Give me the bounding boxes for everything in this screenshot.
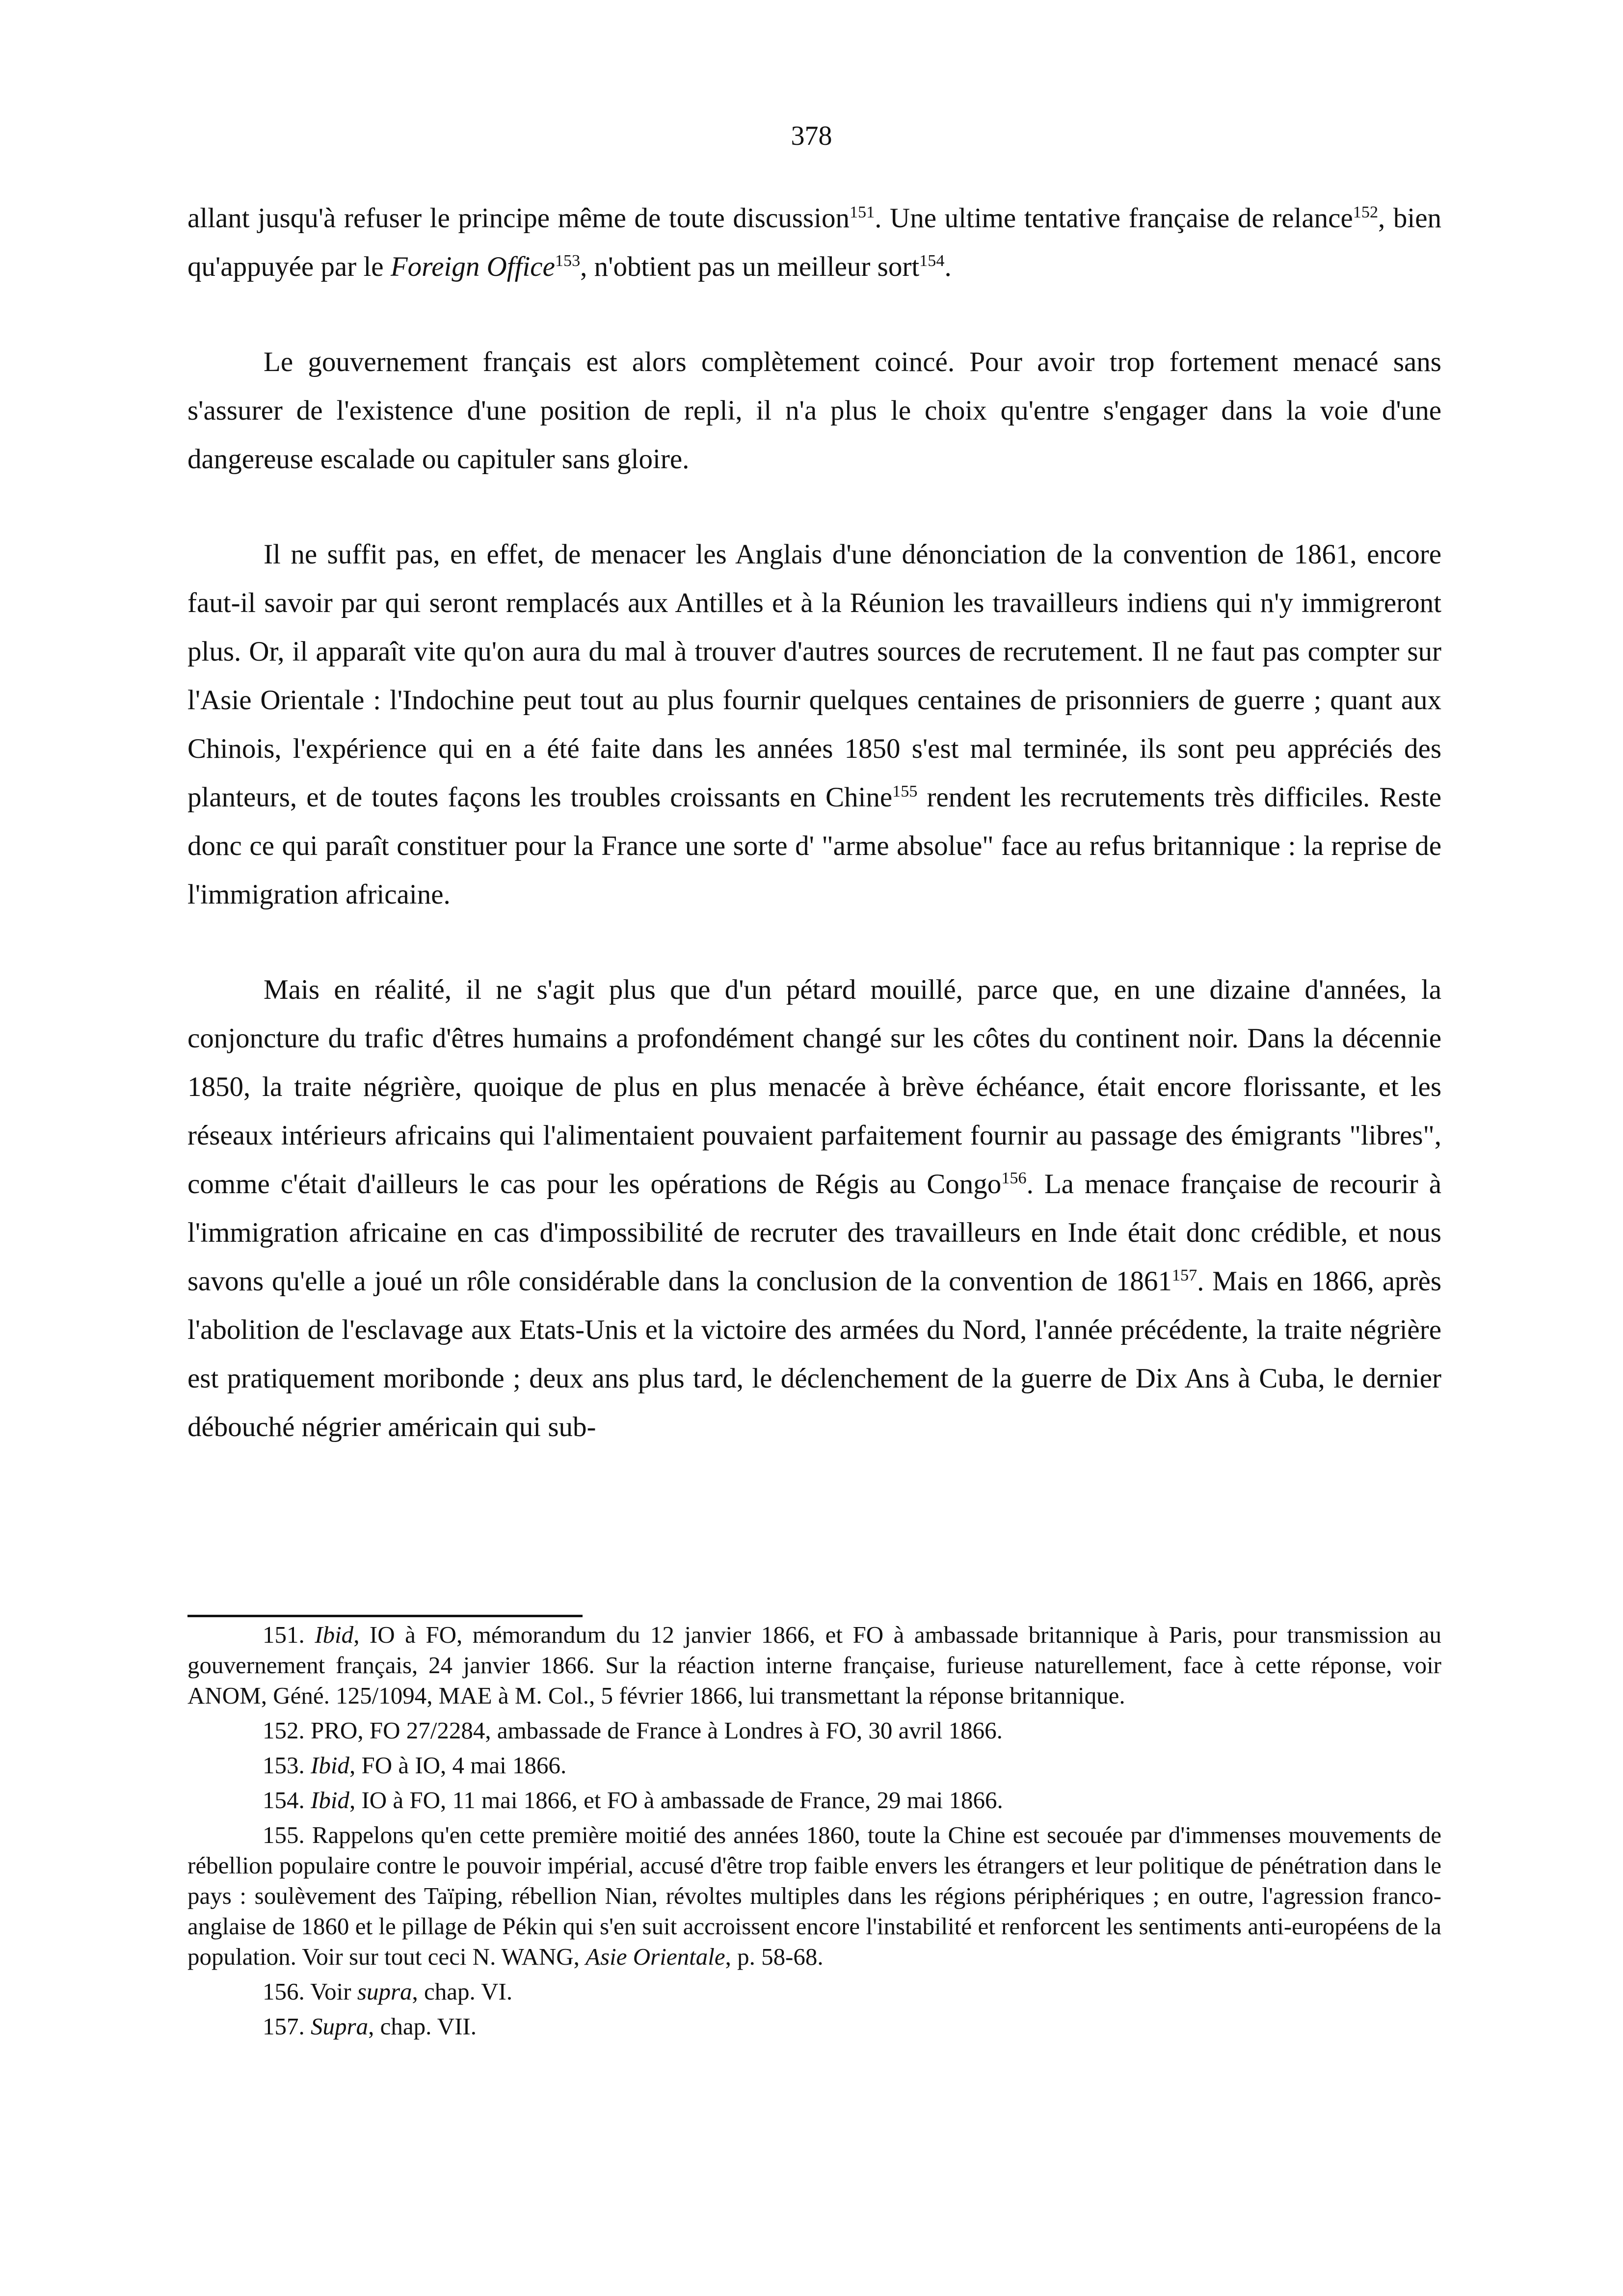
text-run: Il ne suffit pas, en effet, de menacer les Anglais d'une dénonciation de la convention de 1861, encore faut-il savoir par qui seront remplacés aux Antilles et à la Réunion les travailleurs indiens qui n'y immigreront plus. Or, il apparaît vite qu'on aura du mal à trouver d'autres sources de recrutement. Il ne faut pas compter sur l'Asie Orientale : l'Indochine peut tout au plus fournir quelques centaines de prisonniers de guerre ; quant aux Chinois, l'expérience qui en a été faite dans les années 1850 s'est mal terminée, ils sont peu appréciés des planteurs, et de toutes façons les troubles croissants en Chine xyxy=(187,539,1441,813)
text-run: . xyxy=(944,251,952,282)
text-run: 154. xyxy=(263,1787,311,1814)
footnote xyxy=(187,1750,1441,1781)
text-run: rendent les recrutements très difficiles. Reste donc ce qui paraît constituer pour la France une sorte d' "arme absolue" face au refus britannique : la reprise de l'immigration africaine. xyxy=(187,782,1441,910)
page-number: 378 xyxy=(791,121,832,151)
footnote-ref: 156 xyxy=(1001,1169,1027,1187)
footnote-ref: 153 xyxy=(555,252,581,270)
footnote-separator xyxy=(187,1615,583,1617)
paragraph xyxy=(187,338,1441,483)
paragraph xyxy=(187,965,1441,1451)
text-run: Mais en réalité, il ne s'agit plus que d'un pétard mouillé, parce que, en une dizaine d'années, la conjoncture du trafic d'êtres humains a profondément changé sur les côtes du continent noir. Dans la décennie 1850, la traite négrière, quoique de plus en plus menacée à brève échéance, était encore florissante, et les réseaux intérieurs africains qui l'alimentaient pouvaient parfaitement fournir au passage des émigrants "libres", comme c'était d'ailleurs le cas pour les opérations de Régis au Congo xyxy=(187,974,1441,1200)
italic-text: Asie Orientale xyxy=(585,1943,725,1970)
text-run: allant jusqu'à refuser le principe même de toute discussion xyxy=(187,203,850,234)
italic-text: Ibid xyxy=(315,1621,354,1648)
text-run: , IO à FO, 11 mai 1866, et FO à ambassade de France, 29 mai 1866. xyxy=(349,1787,1003,1814)
footnote xyxy=(187,1715,1441,1746)
text-run: 153. xyxy=(263,1752,311,1779)
footnote-ref: 154 xyxy=(919,252,945,270)
text-run: . La menace française de recourir à l'immigration africaine en cas d'impossibilité de recruter des travailleurs en Inde était donc crédible, et nous savons qu'elle a joué un rôle considérable dans la conclusion de la convention de 1861 xyxy=(187,1169,1441,1297)
paragraph xyxy=(187,194,1441,291)
text-run: . Une ultime tentative française de relance xyxy=(875,203,1353,234)
text-run: , chap. VI. xyxy=(412,1978,513,2005)
italic-text: Supra xyxy=(311,2013,369,2040)
text-run: 157. xyxy=(263,2013,311,2040)
text-run: Le gouvernement français est alors complètement coincé. Pour avoir trop fortement menacé sans s'assurer de l'existence d'une position de repli, il n'a plus le choix qu'entre s'engager dans la voie d'une dangereuse escalade ou capituler sans gloire. xyxy=(187,347,1441,475)
footnote xyxy=(187,1785,1441,1815)
footnotes xyxy=(187,1620,1441,2046)
body-text xyxy=(187,194,1441,1498)
footnote xyxy=(187,1820,1441,1972)
text-run: , chap. VII. xyxy=(368,2013,477,2040)
italic-text: supra xyxy=(357,1978,412,2005)
text-run: , n'obtient pas un meilleur sort xyxy=(580,251,920,282)
footnote-ref: 152 xyxy=(1353,203,1379,221)
footnote-ref: 155 xyxy=(892,782,918,801)
footnote xyxy=(187,2011,1441,2042)
text-run: 151. xyxy=(263,1621,315,1648)
text-run: , FO à IO, 4 mai 1866. xyxy=(349,1752,567,1779)
text-run: 152. PRO, FO 27/2284, ambassade de France à Londres à FO, 30 avril 1866. xyxy=(263,1717,1003,1744)
text-run: 155. Rappelons qu'en cette première moitié des années 1860, toute la Chine est secouée par d'immenses mouvements de rébellion populaire contre le pouvoir impérial, accusé d'être trop faible envers les étrangers et leur politique de pénétration dans le pays : soulèvement des Taïping, rébellion Nian, révoltes multiples dans les régions périphériques ; en outre, l'agression franco-anglaise de 1860 et le pillage de Pékin qui s'en suit accroissent encore l'instabilité et renforcent les sentiments anti-européens de la population. Voir sur tout ceci N. WANG, xyxy=(187,1821,1441,1970)
footnote-ref: 151 xyxy=(849,203,875,221)
italic-text: Ibid xyxy=(311,1752,349,1779)
text-run: , bien qu'appuyée par le xyxy=(187,203,1442,282)
paragraph xyxy=(187,530,1441,919)
text-run: 156. Voir xyxy=(263,1978,357,2005)
text-run: . Mais en 1866, après l'abolition de l'esclavage aux Etats-Unis et la victoire des armées du Nord, l'année précédente, la traite négrière est pratiquement moribonde ; deux ans plus tard, le déclenchement de la guerre de Dix Ans à Cuba, le dernier débouché négrier américain qui sub- xyxy=(187,1266,1442,1442)
italic-text: Foreign Office xyxy=(390,251,555,282)
text-run: , p. 58-68. xyxy=(725,1943,824,1970)
text-run: , IO à FO, mémorandum du 12 janvier 1866, et FO à ambassade britannique à Paris, pour transmission au gouvernement français, 24 janvier 1866. Sur la réaction interne française, furieuse naturellement, face à cette réponse, voir ANOM, Géné. 125/1094, MAE à M. Col., 5 février 1866, lui transmettant la réponse britannique. xyxy=(187,1621,1442,1709)
footnote-ref: 157 xyxy=(1171,1266,1197,1284)
footnote xyxy=(187,1976,1441,2007)
footnote xyxy=(187,1620,1441,1711)
italic-text: Ibid xyxy=(311,1787,349,1814)
